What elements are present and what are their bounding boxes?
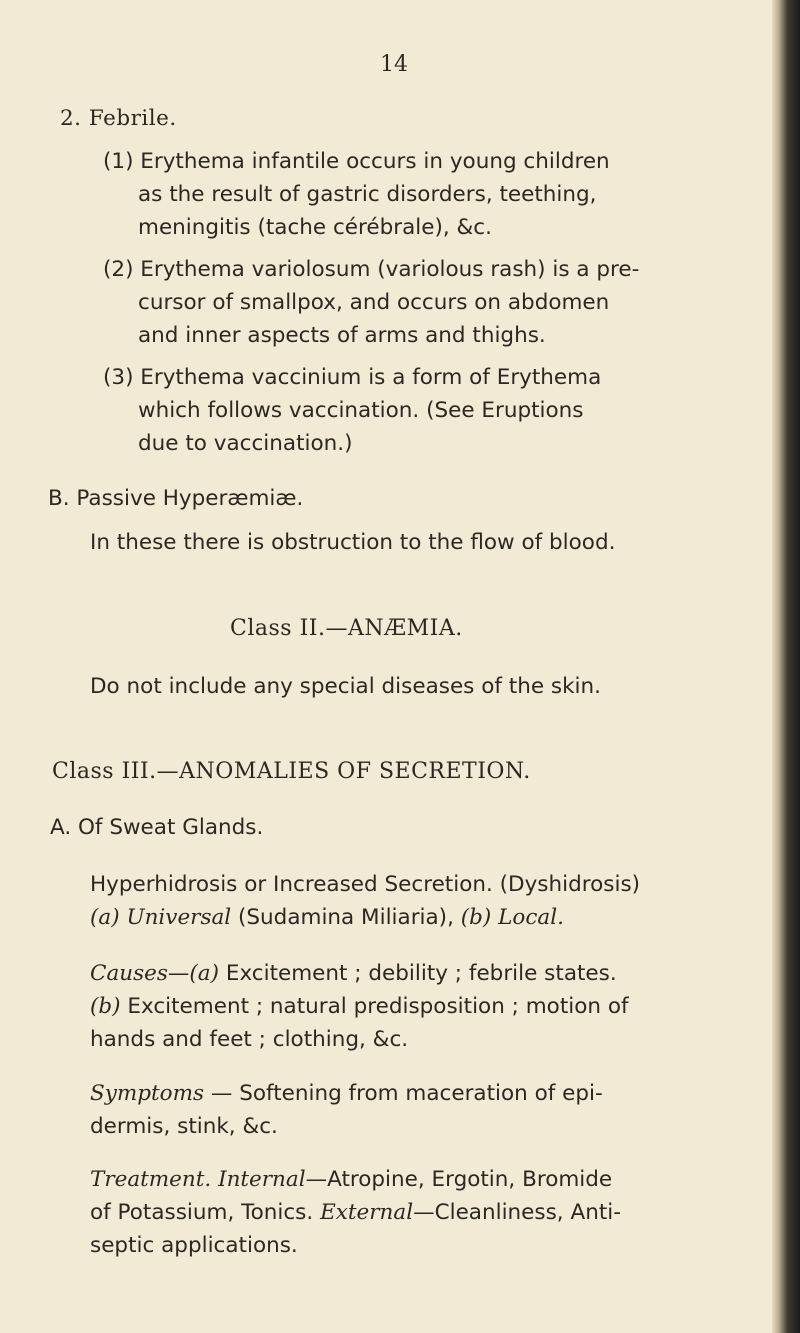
causes-b-text: Excitement ; natural predisposition ; motion of bbox=[127, 994, 629, 1019]
item3-line2: which follows vaccination. (See Eruptions bbox=[138, 398, 584, 423]
causes-line1: Causes—(a) Excitement ; debility ; febrile states. bbox=[90, 961, 617, 986]
class2-label: Class bbox=[230, 616, 293, 641]
item3-line1: (3) Erythema vaccinium is a form of Erythema bbox=[103, 365, 602, 390]
symptoms-label: Symptoms bbox=[90, 1081, 205, 1106]
treatment-label: Treatment. bbox=[90, 1167, 212, 1192]
causes-mark-b: (b) bbox=[90, 994, 121, 1019]
sweat-line2 bbox=[90, 901, 564, 934]
page-edge-shadow bbox=[772, 0, 800, 1333]
internal-label: Internal bbox=[218, 1167, 306, 1192]
internal-text: Atropine, Ergotin, Bromide bbox=[327, 1167, 613, 1192]
class2-title: II.—ANÆMIA. bbox=[299, 616, 463, 641]
item2-line3: and inner aspects of arms and thighs. bbox=[138, 323, 546, 348]
item1-line1: (1) Erythema infantile occurs in young children bbox=[103, 149, 610, 174]
mark-a: (a) bbox=[90, 905, 120, 930]
item3-line3: due to vaccination.) bbox=[138, 431, 353, 456]
sweat-line1: Hyperhidrosis or Increased Secretion. (Dyshidrosis) bbox=[90, 872, 641, 897]
item1-line3: meningitis (tache cérébrale), &c. bbox=[138, 215, 492, 240]
page-number: 14 bbox=[380, 52, 408, 77]
external-label: External bbox=[320, 1200, 414, 1225]
symptoms-line2: dermis, stink, &c. bbox=[90, 1114, 278, 1139]
external-text: Cleanliness, Anti- bbox=[434, 1200, 621, 1225]
item2-line2: cursor of smallpox, and occurs on abdomen bbox=[138, 290, 610, 315]
passive-heading: B. Passive Hyperæmiæ. bbox=[48, 486, 304, 511]
mark-b: (b) bbox=[460, 905, 492, 930]
local-label: Local. bbox=[498, 905, 564, 930]
causes-label: Causes bbox=[90, 961, 168, 986]
passive-text: In these there is obstruction to the flow of blood. bbox=[90, 530, 616, 555]
class3-title: III.—ANOMALIES OF SECRETION. bbox=[121, 759, 531, 784]
class2-heading bbox=[230, 612, 463, 645]
item1-line2: as the result of gastric disorders, teething, bbox=[138, 182, 597, 207]
febrile-heading: 2. Febrile. bbox=[60, 106, 177, 131]
symptoms-line1: Symptoms — Softening from maceration of epi- bbox=[90, 1081, 603, 1106]
treatment-line1: Treatment. Internal—Atropine, Ergotin, Bromide bbox=[90, 1167, 613, 1192]
item2-line1: (2) Erythema variolosum (variolous rash) is a pre- bbox=[103, 257, 640, 282]
symptoms-text: Softening from maceration of epi- bbox=[239, 1081, 603, 1106]
treatment-text2: of Potassium, Tonics. bbox=[90, 1200, 314, 1225]
class2-text: Do not include any special diseases of the skin. bbox=[90, 674, 601, 699]
treatment-line3: septic applications. bbox=[90, 1233, 298, 1258]
sweat-heading: A. Of Sweat Glands. bbox=[50, 815, 264, 840]
class3-heading bbox=[52, 755, 531, 788]
causes-mark-a: (a) bbox=[189, 961, 220, 986]
treatment-line2: of Potassium, Tonics. External—Cleanliness, Anti- bbox=[90, 1200, 621, 1225]
class3-label: Class bbox=[52, 759, 115, 784]
universal-text: (Sudamina Miliaria), bbox=[238, 905, 454, 930]
causes-line2 bbox=[90, 990, 629, 1023]
causes-line3: hands and feet ; clothing, &c. bbox=[90, 1027, 409, 1052]
universal-label: Universal bbox=[126, 905, 232, 930]
causes-a-text: Excitement ; debility ; febrile states. bbox=[225, 961, 617, 986]
